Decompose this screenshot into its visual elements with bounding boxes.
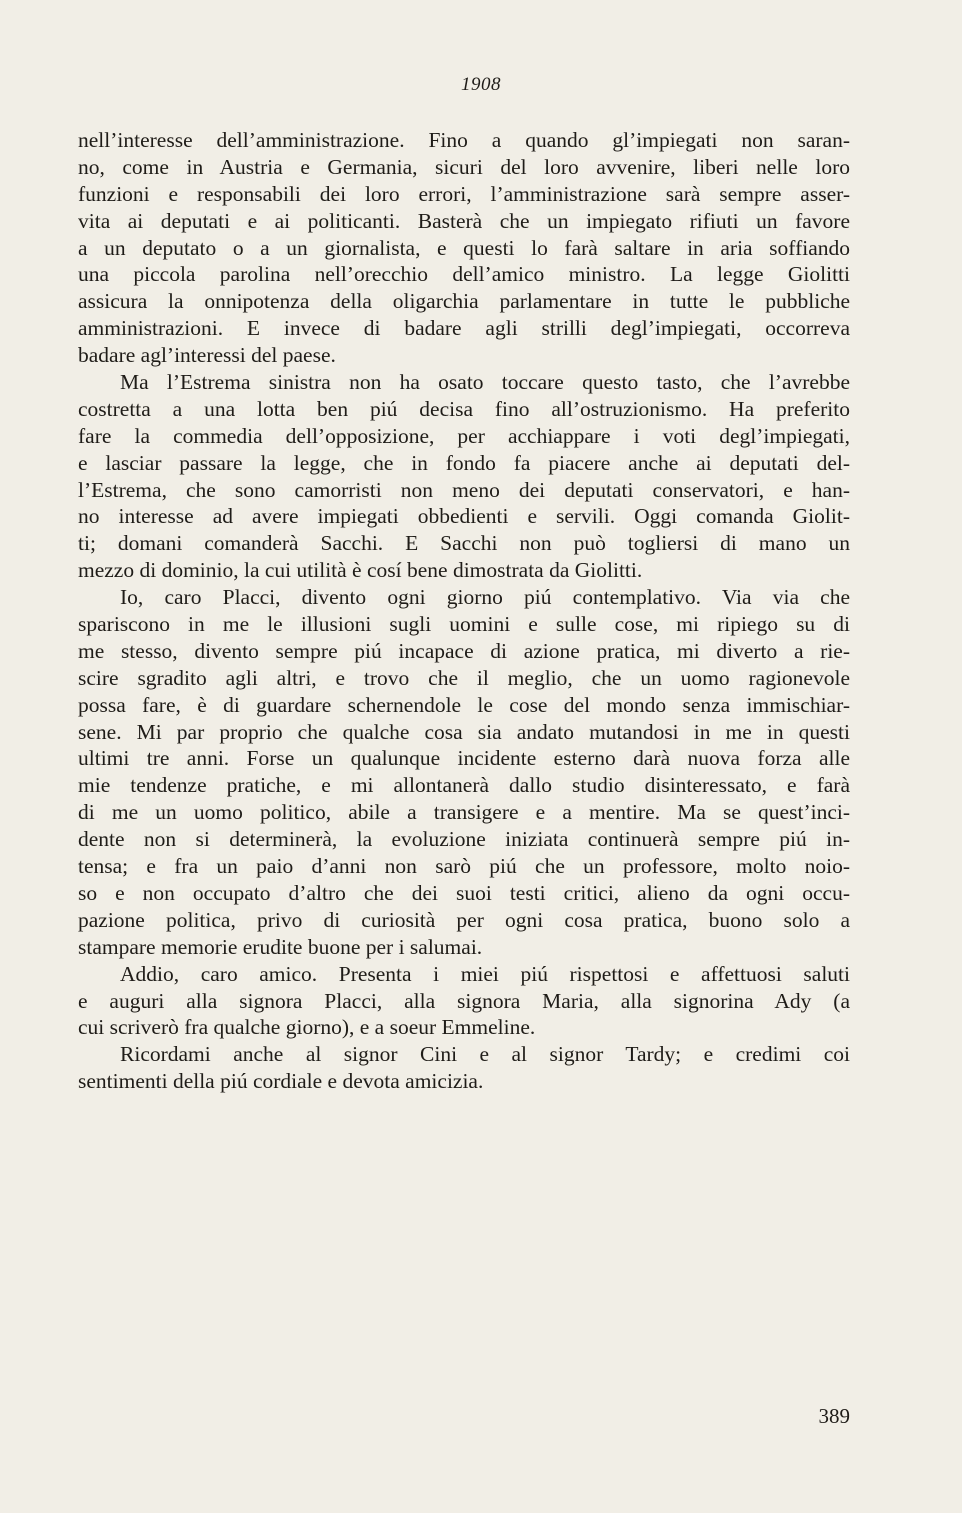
text-line: a un deputato o a un giornalista, e questi lo farà saltare in aria soffiando xyxy=(78,235,850,260)
text-line: scire sgradito agli altri, e trovo che il meglio, che un uomo ragionevole xyxy=(78,665,850,690)
text-line: possa fare, è di guardare schernendole le cose del mondo senza immischiar- xyxy=(78,692,850,717)
text-line: so e non occupato d’altro che dei suoi testi critici, alieno da ogni occu- xyxy=(78,880,850,905)
text-line: me stesso, divento sempre piú incapace di azione pratica, mi diverto a rie- xyxy=(78,638,850,663)
text-line: di me un uomo politico, abile a transigere e a mentire. Ma se quest’inci- xyxy=(78,800,850,825)
running-head: 1908 xyxy=(461,74,501,95)
text-line: cui scriverò fra qualche giorno), e a soeur Emmeline. xyxy=(78,1015,536,1040)
text-line: fare la commedia dell’opposizione, per acchiappare i voti degl’impiegati, xyxy=(78,423,850,448)
text-line: no, come in Austria e Germania, sicuri del loro avvenire, liberi nelle loro xyxy=(78,154,850,179)
text-line: assicura la onnipotenza della oligarchia parlamentare in tutte le pubbliche xyxy=(78,289,850,314)
text-line: ultimi tre anni. Forse un qualunque incidente esterno darà nuova forza alle xyxy=(78,746,850,771)
text-line: e auguri alla signora Placci, alla signora Maria, alla signorina Ady (a xyxy=(78,988,850,1013)
text-line: una piccola parolina nell’orecchio dell’amico ministro. La legge Giolitti xyxy=(78,262,850,287)
text-line: vita ai deputati e ai politicanti. Basterà che un impiegato rifiuti un favore xyxy=(78,208,850,233)
text-line: Ma l’Estrema sinistra non ha osato toccare questo tasto, che l’avrebbe xyxy=(120,370,850,395)
text-line: mie tendenze pratiche, e mi allontanerà dallo studio disinteressato, e farà xyxy=(78,773,850,798)
text-line: e lasciar passare la legge, che in fondo fa piacere anche ai deputati del- xyxy=(78,450,850,475)
text-line: costretta a una lotta ben piú decisa fino all’ostruzionismo. Ha preferito xyxy=(78,396,850,421)
text-line: ti; domani comanderà Sacchi. E Sacchi non può togliersi di mano un xyxy=(78,531,850,556)
text-line: stampare memorie erudite buone per i salumai. xyxy=(78,934,483,959)
letter-body xyxy=(78,127,850,1095)
text-line: badare agl’interessi del paese. xyxy=(78,343,336,368)
text-line: l’Estrema, che sono camorristi non meno dei deputati conservatori, e han- xyxy=(78,477,850,502)
text-line: tensa; e fra un paio d’anni non sarò piú che un professore, molto noio- xyxy=(78,854,850,879)
text-line: nell’interesse dell’amministrazione. Fino a quando gl’impiegati non saran- xyxy=(78,128,850,152)
text-line: Addio, caro amico. Presenta i miei piú rispettosi e affettuosi saluti xyxy=(120,961,850,986)
text-line: mezzo di dominio, la cui utilità è cosí bene dimostrata da Giolitti. xyxy=(78,558,643,583)
text-line: Io, caro Placci, divento ogni giorno piú contemplativo. Via via che xyxy=(120,585,850,610)
text-line: spariscono in me le illusioni sugli uomini e sulle cose, mi ripiego su di xyxy=(78,612,850,637)
text-line: sene. Mi par proprio che qualche cosa sia andato mutandosi in me in questi xyxy=(78,719,850,744)
text-line: amministrazioni. E invece di badare agli strilli degl’impiegati, occorreva xyxy=(78,316,850,341)
text-line: funzioni e responsabili dei loro errori, l’amministrazione sarà sempre asser- xyxy=(78,181,850,206)
text-line: sentimenti della piú cordiale e devota amicizia. xyxy=(78,1069,484,1094)
page-number: 389 xyxy=(818,1404,850,1428)
text-line: no interesse ad avere impiegati obbedienti e servili. Oggi comanda Giolit- xyxy=(78,504,850,529)
text-line: pazione politica, privo di curiosità per ogni cosa pratica, buono solo a xyxy=(78,907,850,932)
text-line: Ricordami anche al signor Cini e al signor Tardy; e credimi coi xyxy=(120,1042,850,1067)
text-line: dente non si determinerà, la evoluzione iniziata continuerà sempre piú in- xyxy=(78,827,850,852)
